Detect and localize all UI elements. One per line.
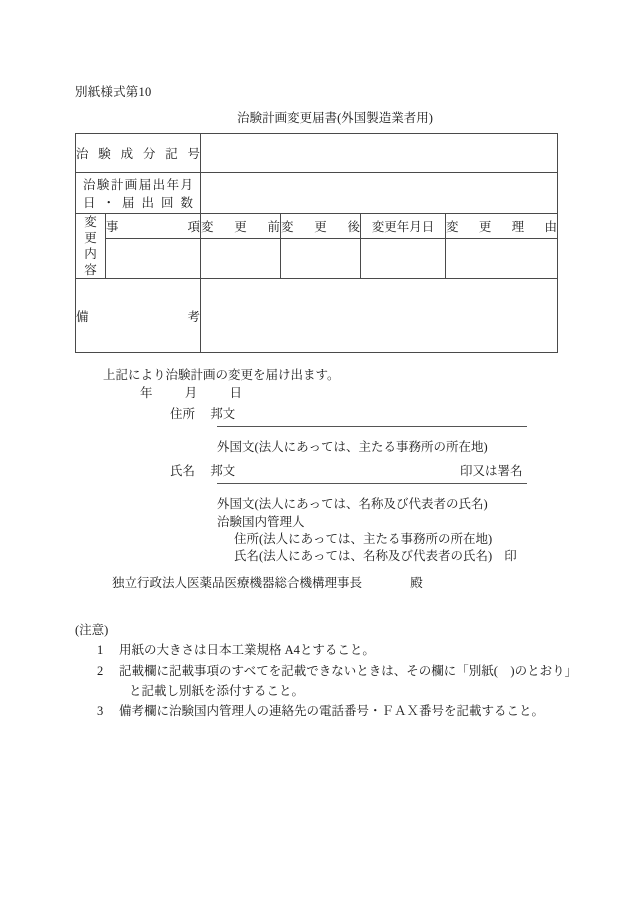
date-year-label: 年 — [140, 386, 153, 400]
table-row — [76, 134, 558, 173]
administrator-address-row — [217, 529, 492, 547]
cell-value-reason[interactable] — [446, 239, 558, 279]
column-header-item: 事項 — [106, 214, 201, 239]
note-text: 記載欄に記載事項のすべてを記載できないときは、その欄に「別紙( )のとおり」 — [119, 663, 578, 678]
table-row — [76, 173, 558, 214]
cell-label-submission-date — [76, 173, 201, 214]
note-number: 3 — [97, 704, 104, 718]
date-line — [140, 383, 242, 401]
page-title: 治験計画変更届書(外国製造業者用) — [237, 111, 433, 125]
note-text: 備考欄に治験国内管理人の連絡先の電話番号・ＦＡＸ番号を記載すること。 — [119, 704, 545, 718]
note-item — [97, 640, 577, 660]
note-item — [97, 661, 577, 702]
notes-section — [75, 620, 577, 721]
cell-label-submission-date-line2: 日・届出回数 — [83, 196, 194, 210]
cell-label-trial-code: 治験成分記号 — [76, 134, 201, 173]
address-kanbun-label: 邦文 — [210, 407, 236, 421]
vertical-char-2: 更 — [84, 231, 97, 245]
address-label-row — [170, 404, 235, 422]
table-row — [76, 239, 558, 279]
column-header-change-date: 変更年月日 — [361, 214, 446, 239]
note-number: 1 — [97, 643, 104, 658]
addressee-organization: 独立行政法人医薬品医療機器総合機構理事長 — [112, 576, 363, 590]
administrator-address-label: 住所 — [234, 532, 260, 546]
cell-label-submission-date-line1: 治験計画届出年月 — [83, 178, 194, 192]
column-header-reason: 変更理由 — [446, 214, 558, 239]
cell-value-before[interactable] — [201, 239, 281, 279]
cell-value-after[interactable] — [281, 239, 361, 279]
address-write-rule[interactable] — [217, 426, 527, 427]
note-item — [97, 701, 577, 721]
administrator-title: 治験国内管理人 — [217, 515, 305, 529]
administrator-name-row — [217, 546, 517, 564]
table-row — [76, 279, 558, 353]
administrator-name-label: 氏名 — [234, 549, 260, 563]
addressee-line — [112, 573, 423, 591]
administrator-address-note: (法人にあっては、主たる事務所の所在地) — [259, 532, 493, 546]
cell-value-remarks[interactable] — [201, 279, 558, 353]
note-number: 2 — [97, 663, 104, 678]
cell-value-submission-date[interactable] — [201, 173, 558, 214]
name-label: 氏名 — [170, 464, 196, 478]
name-label-row — [170, 461, 235, 479]
table-header-row — [76, 214, 558, 239]
date-month-label: 月 — [184, 386, 198, 400]
seal-or-signature-label: 印又は署名 — [460, 464, 523, 478]
notes-title: (注意) — [75, 623, 109, 637]
name-write-rule[interactable] — [217, 483, 527, 484]
cell-value-item[interactable] — [106, 239, 201, 279]
change-notification-table — [75, 133, 558, 353]
cell-label-remarks: 備考 — [76, 279, 201, 353]
name-kanbun-label: 邦文 — [210, 464, 236, 478]
administrator-seal-label: 印 — [504, 549, 517, 563]
column-header-before: 変更前 — [201, 214, 281, 239]
date-day-label: 日 — [229, 386, 243, 400]
address-label: 住所 — [170, 407, 196, 421]
note-text: 用紙の大きさは日本工業規格 A4とすること。 — [119, 643, 375, 658]
vertical-char-1: 変 — [84, 215, 97, 229]
vertical-char-4: 容 — [84, 263, 97, 277]
declaration-statement: 上記により治験計画の変更を届け出ます。 — [103, 368, 340, 382]
cell-label-change-content — [76, 214, 106, 279]
address-foreign-label: 外国文(法人にあっては、主たる事務所の所在地) — [217, 440, 488, 454]
addressee-honorific: 殿 — [410, 576, 423, 590]
name-foreign-label: 外国文(法人にあっては、名称及び代表者の氏名) — [217, 497, 488, 511]
column-header-after: 変更後 — [281, 214, 361, 239]
cell-value-change-date[interactable] — [361, 239, 446, 279]
form-number: 別紙様式第10 — [75, 85, 152, 99]
note-continuation: と記載し別紙を添付すること。 — [129, 683, 305, 698]
cell-value-trial-code[interactable] — [201, 134, 558, 173]
vertical-char-3: 内 — [84, 247, 97, 261]
administrator-name-note: (法人にあっては、名称及び代表者の氏名) — [259, 549, 493, 563]
